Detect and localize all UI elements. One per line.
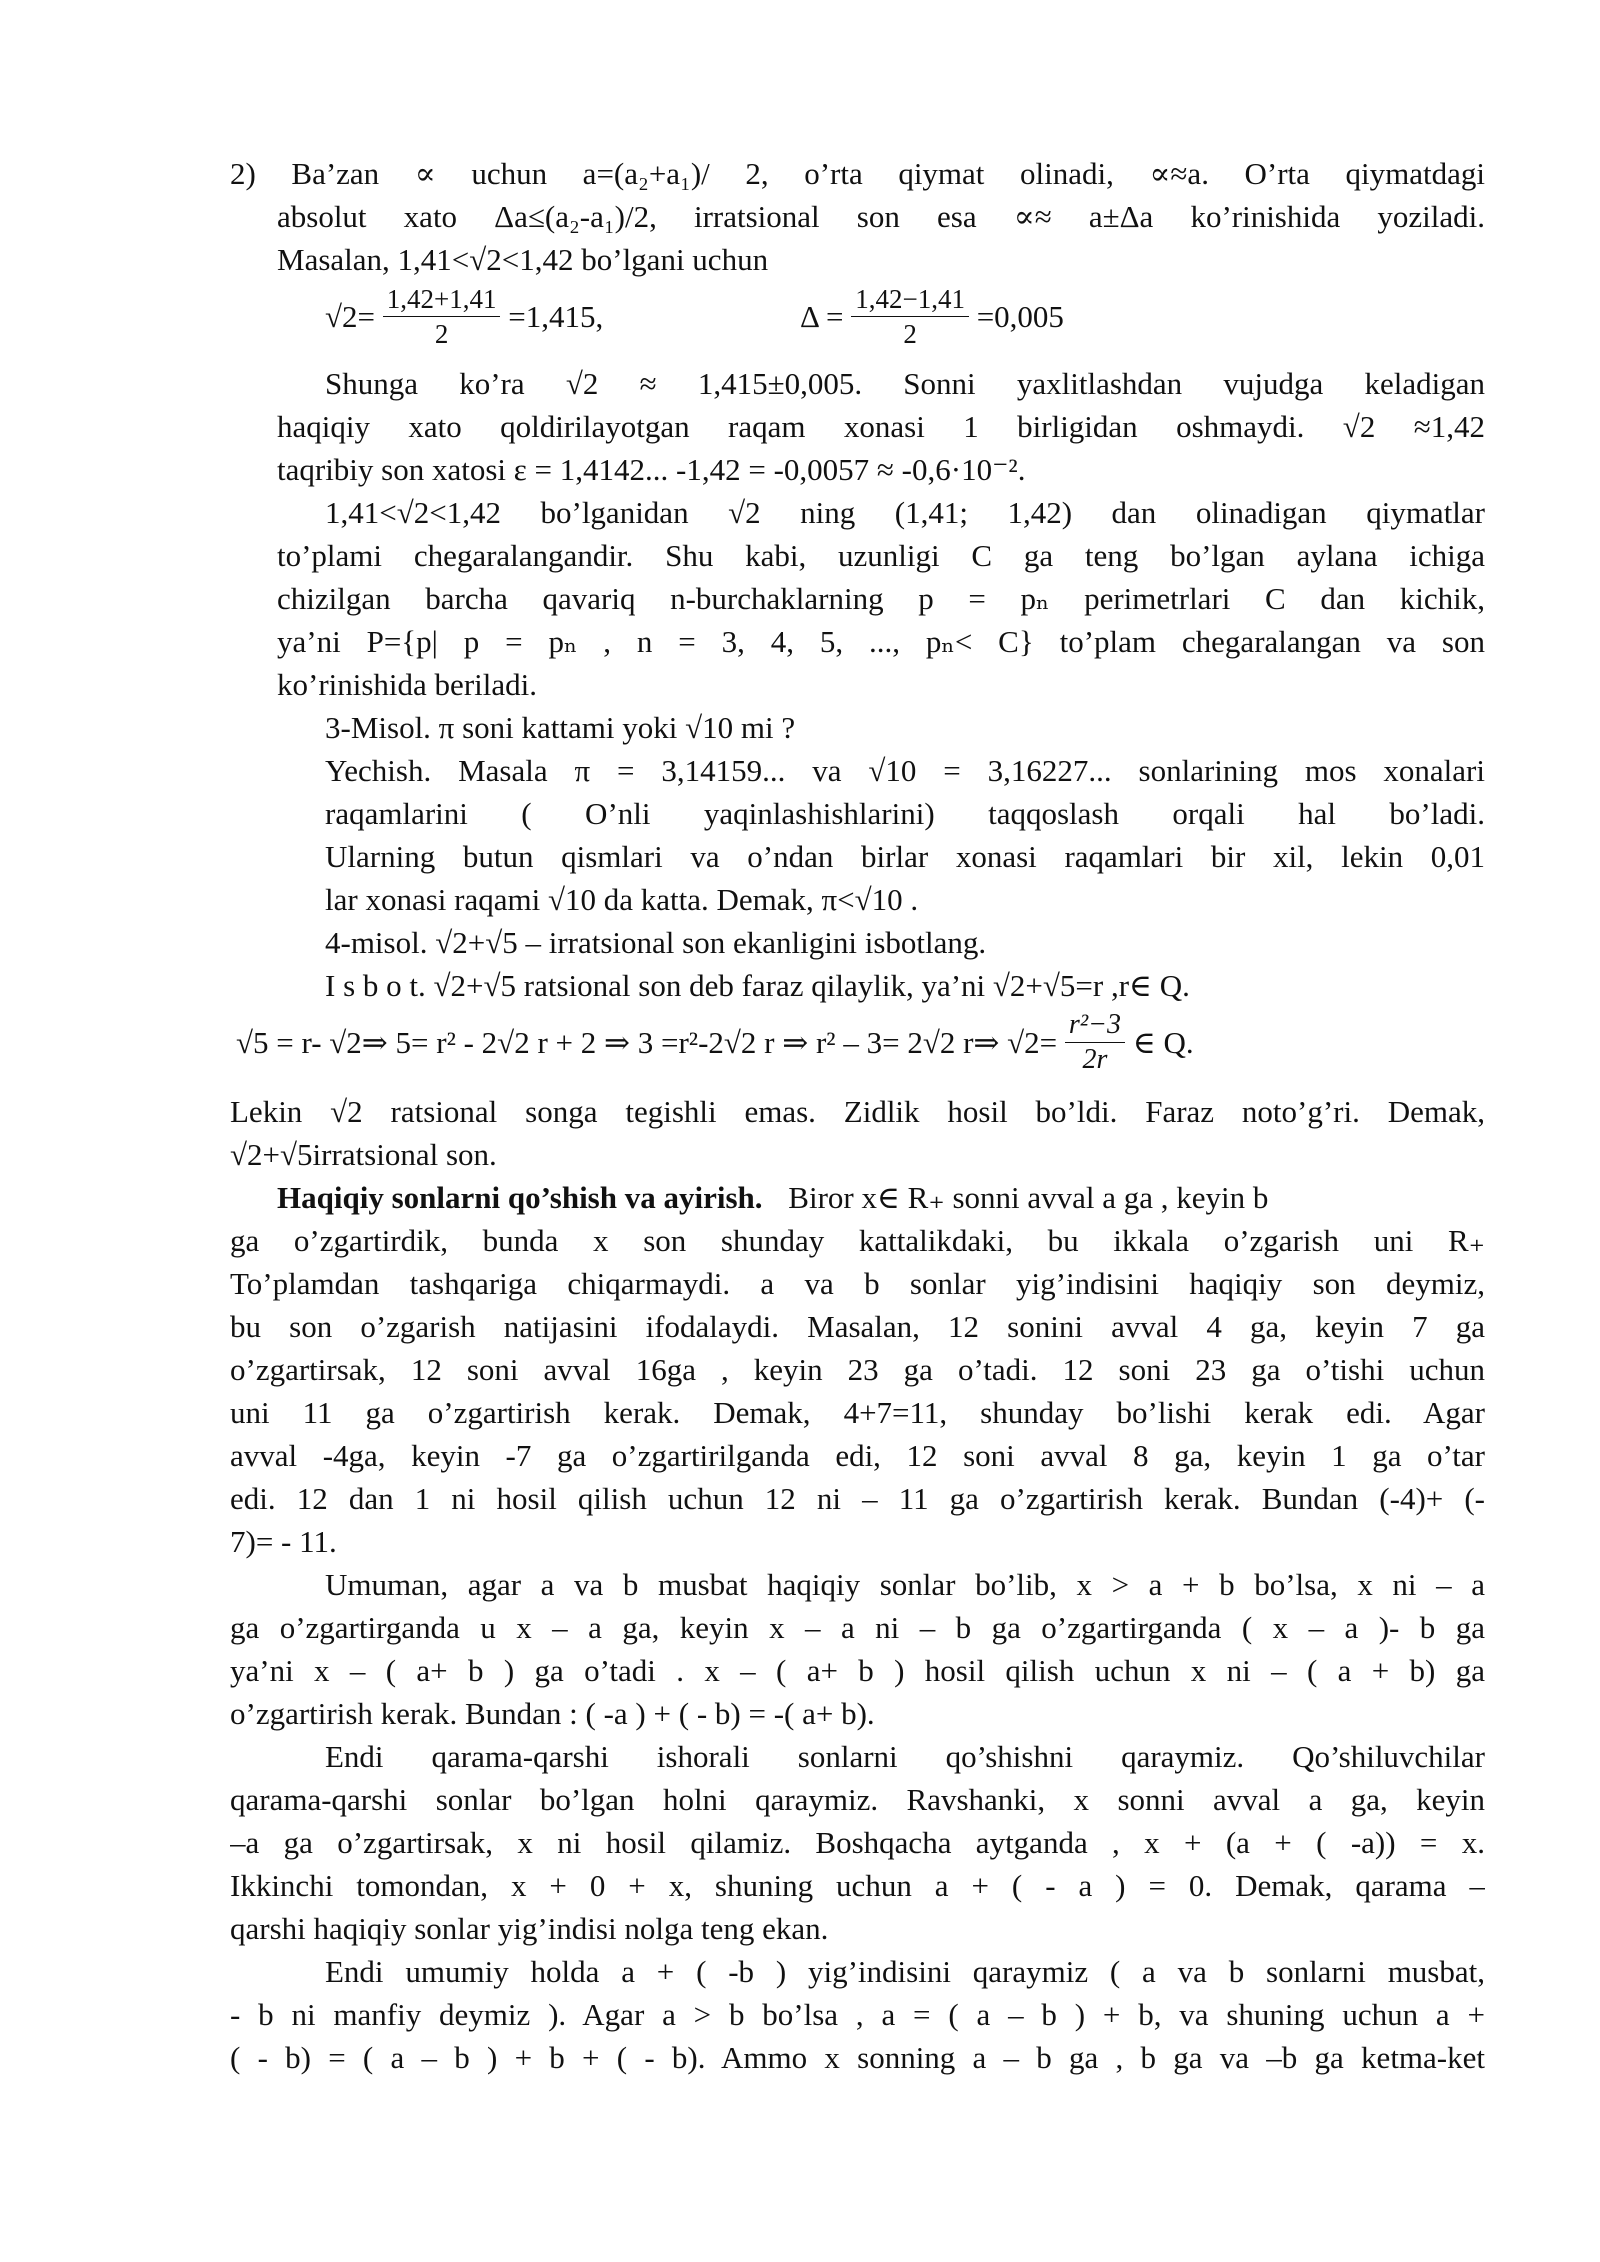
text-line: 4-misol. √2+√5 – irratsional son ekanligini isbotlang. bbox=[325, 925, 987, 960]
formula-rhs: =0,005 bbox=[976, 299, 1064, 334]
text-line: 3-Misol. π soni kattami yoki √10 mi ? bbox=[325, 710, 796, 745]
text-line: - b ni manfiy deymiz ). Agar a > b bo’lsa , a = ( a – b ) + b, va shuning uchun a + bbox=[230, 1997, 1485, 2032]
text-line: Shunga ko’ra √2 ≈ 1,415±0,005. Sonni yaxlitlashdan vujudga keladigan bbox=[325, 366, 1485, 401]
fraction bbox=[851, 282, 969, 351]
text-line: uni 11 ga o’zgartirish kerak. Demak, 4+7=11, shunday bo’lishi kerak edi. Agar bbox=[230, 1395, 1485, 1430]
text-line: chizilgan barcha qavariq n-burchaklarning p = pₙ perimetrlari C dan kichik, bbox=[277, 581, 1485, 616]
formula-chain bbox=[236, 1008, 1194, 1088]
fraction bbox=[383, 282, 501, 351]
text-line: avval -4ga, keyin -7 ga o’zgartirilganda edi, 12 soni avval 8 ga, keyin 1 ga o’tar bbox=[230, 1438, 1485, 1473]
section-heading-line bbox=[277, 1176, 1485, 1219]
text-line: haqiqiy xato qoldirilayotgan raqam xonasi 1 birligidan oshmaydi. √2 ≈1,42 bbox=[277, 409, 1485, 444]
text-line: 1,41<√2<1,42 bo’lganidan √2 ning (1,41; 1,42) dan olinadigan qiymatlar bbox=[325, 495, 1485, 530]
section-heading: Haqiqiy sonlarni qo’shish va ayirish. bbox=[277, 1180, 763, 1215]
text-line: 2) Ba’zan ∝ uchun a=(a₂+a₁)/ 2, o’rta qiymat olinadi, ∝≈a. O’rta qiymatdagi bbox=[230, 156, 1485, 191]
text-line: ya’ni P={p| p = pₙ , n = 3, 4, 5, ..., pₙ< C} to’plam chegaralangan va son bbox=[277, 624, 1485, 659]
fraction-denominator: 2r bbox=[1082, 1044, 1108, 1075]
text-line: Endi umumiy holda a + ( -b ) yig’indisini qaraymiz ( a va b sonlarni musbat, bbox=[325, 1954, 1485, 1989]
text-line: 7)= - 11. bbox=[230, 1524, 337, 1559]
text-line: Ikkinchi tomondan, x + 0 + x, shuning uchun a + ( - a ) = 0. Demak, qarama – bbox=[230, 1868, 1485, 1903]
formula-sqrt2-mean bbox=[325, 282, 603, 362]
text-line: ga o’zgartirganda u x – a ga, keyin x – a ni – b ga o’zgartirganda ( x – a )- b ga bbox=[230, 1610, 1485, 1645]
text-line: qarshi haqiqiy sonlar yig’indisi nolga teng ekan. bbox=[230, 1911, 829, 1946]
fraction-numerator: 1,42−1,41 bbox=[851, 282, 969, 317]
formula-lhs: Δ = bbox=[800, 299, 844, 334]
fraction-denominator: 2 bbox=[434, 319, 449, 349]
text-line: taqribiy son xatosi ε = 1,4142... -1,42 = -0,0057 ≈ -0,6·10⁻². bbox=[277, 452, 1026, 487]
text-line: absolut xato Δa≤(a₂-a₁)/2, irratsional son esa ∝≈ a±Δa ko’rinishida yoziladi. bbox=[277, 199, 1485, 234]
text-line: Endi qarama-qarshi ishorali sonlarni qo’shishni qaraymiz. Qo’shiluvchilar bbox=[325, 1739, 1485, 1774]
fraction-denominator: 2 bbox=[903, 319, 917, 349]
formula-lhs: √5 = r- √2⇒ 5= r² - 2√2 r + 2 ⇒ 3 =r²-2√2 r ⇒ r² – 3= 2√2 r⇒ √2= bbox=[236, 1025, 1058, 1060]
text-line: √2+√5irratsional son. bbox=[230, 1137, 497, 1172]
text-line: Lekin √2 ratsional songa tegishli emas. Zidlik hosil bo’ldi. Faraz noto’g’ri. Demak, bbox=[230, 1094, 1485, 1129]
text-line: ( - b) = ( a – b ) + b + ( - b). Ammo x sonning a – b ga , b ga va –b ga ketma-ket bbox=[230, 2040, 1485, 2075]
text-line: o’zgartirsak, 12 soni avval 16ga , keyin 23 ga o’tadi. 12 soni 23 ga o’tishi uchun bbox=[230, 1352, 1485, 1387]
text-line: ko’rinishida beriladi. bbox=[277, 667, 537, 702]
text-line: I s b o t. √2+√5 ratsional son deb faraz qilaylik, ya’ni √2+√5=r ,r∈ Q. bbox=[325, 968, 1190, 1003]
formula-delta bbox=[800, 282, 1064, 362]
text-line: ya’ni x – ( a+ b ) ga o’tadi . x – ( a+ b ) hosil qilish uchun x ni – ( a + b) ga bbox=[230, 1653, 1485, 1688]
text-line: Masalan, 1,41<√2<1,42 bo’lgani uchun bbox=[277, 242, 769, 277]
text-line: qarama-qarshi sonlar bo’lgan holni qaraymiz. Ravshanki, x sonni avval a ga, keyin bbox=[230, 1782, 1485, 1817]
text-line: Ularning butun qismlari va o’ndan birlar xonasi raqamlari bir xil, lekin 0,01 bbox=[325, 839, 1485, 874]
fraction-numerator: r²−3 bbox=[1065, 1008, 1125, 1043]
text-line: Umuman, agar a va b musbat haqiqiy sonlar bo’lib, x > a + b bo’lsa, x ni – a bbox=[325, 1567, 1485, 1602]
text-line: To’plamdan tashqariga chiqarmaydi. a va b sonlar yig’indisini haqiqiy son deymiz, bbox=[230, 1266, 1485, 1301]
text-line: raqamlarini ( O’nli yaqinlashishlarini) taqqoslash orqali hal bo’ladi. bbox=[325, 796, 1485, 831]
formula-rhs: =1,415, bbox=[508, 299, 604, 334]
text-run: Biror x∈ R₊ sonni avval a ga , keyin b bbox=[788, 1180, 1269, 1215]
text-line: edi. 12 dan 1 ni hosil qilish uchun 12 ni – 11 ga o’zgartirish kerak. Bundan (-4)+ (- bbox=[230, 1481, 1485, 1516]
text-line: lar xonasi raqami √10 da katta. Demak, π<√10 . bbox=[325, 882, 919, 917]
fraction-numerator: 1,42+1,41 bbox=[383, 282, 501, 317]
text-line: ga o’zgartirdik, bunda x son shunday kattalikdaki, bu ikkala o’zgarish uni R₊ bbox=[230, 1223, 1485, 1258]
text-line: o’zgartirish kerak. Bundan : ( -a ) + ( - b) = -( a+ b). bbox=[230, 1696, 875, 1731]
text-line: –a ga o’zgartirsak, x ni hosil qilamiz. Boshqacha aytganda , x + (a + ( -a)) = x. bbox=[230, 1825, 1485, 1860]
text-line: Yechish. Masala π = 3,14159... va √10 = 3,16227... sonlarining mos xonalari bbox=[325, 753, 1485, 788]
formula-lhs: √2= bbox=[325, 299, 375, 334]
text-line: bu son o’zgarish natijasini ifodalaydi. Masalan, 12 sonini avval 4 ga, keyin 7 ga bbox=[230, 1309, 1485, 1344]
fraction bbox=[1065, 1008, 1125, 1077]
formula-rhs: ∈ Q. bbox=[1132, 1025, 1194, 1060]
text-line: to’plami chegaralangandir. Shu kabi, uzunligi C ga teng bo’lgan aylana ichiga bbox=[277, 538, 1485, 573]
